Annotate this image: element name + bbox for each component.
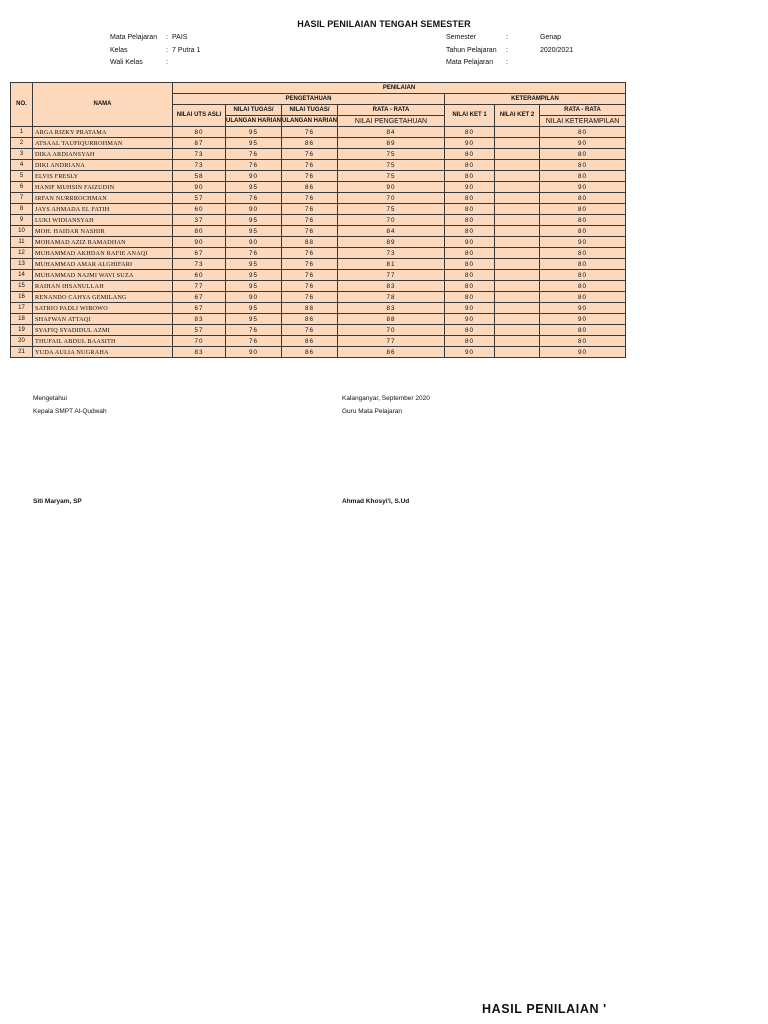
- ket2-score: [495, 182, 540, 193]
- ket2-score: [495, 171, 540, 182]
- rata-pengetahuan: 77: [338, 270, 445, 281]
- row-number: 13: [11, 259, 33, 270]
- tugas2-score: 86: [282, 347, 338, 358]
- footer-title: HASIL PENILAIAN ': [482, 1002, 607, 1016]
- tugas1-score: 95: [226, 314, 282, 325]
- rata-pengetahuan: 78: [338, 292, 445, 303]
- table-row: [11, 314, 626, 325]
- table-row: [11, 237, 626, 248]
- uts-score: 57: [173, 325, 226, 336]
- student-name: JAYS AHMADA EL FATIH: [33, 204, 173, 215]
- uts-score: 67: [173, 292, 226, 303]
- tugas1-score: 90: [226, 347, 282, 358]
- tugas2-score: 86: [282, 336, 338, 347]
- tugas1-score: 76: [226, 325, 282, 336]
- meta-separator: :: [506, 46, 508, 54]
- header-tugas2-bottom: ULANGAN HARIAN: [282, 116, 338, 127]
- header-uts: NILAI UTS ASLI: [173, 105, 226, 127]
- tugas2-score: 76: [282, 325, 338, 336]
- row-number: 12: [11, 248, 33, 259]
- header-rata-keterampilan-bottom: NILAI KETERAMPILAN: [540, 116, 626, 127]
- rata-pengetahuan: 75: [338, 171, 445, 182]
- student-name: YUDA AULIA NUGRAHA: [33, 347, 173, 358]
- ket1-score: 80: [445, 215, 495, 226]
- tugas1-score: 90: [226, 237, 282, 248]
- tugas2-score: 76: [282, 127, 338, 138]
- meta-value: 7 Putra 1: [172, 46, 201, 54]
- rata-pengetahuan: 89: [338, 237, 445, 248]
- table-row: [11, 193, 626, 204]
- ket1-score: 90: [445, 182, 495, 193]
- header-keterampilan: KETERAMPILAN: [445, 94, 626, 105]
- uts-score: 60: [173, 204, 226, 215]
- ket1-score: 80: [445, 325, 495, 336]
- rata-pengetahuan: 75: [338, 160, 445, 171]
- rata-pengetahuan: 75: [338, 149, 445, 160]
- page-title: HASIL PENILAIAN TENGAH SEMESTER: [297, 19, 471, 29]
- meta-label: Tahun Pelajaran: [446, 46, 497, 54]
- tugas1-score: 95: [226, 226, 282, 237]
- header-no: NO.: [11, 83, 33, 127]
- rata-pengetahuan: 81: [338, 259, 445, 270]
- ket2-score: [495, 127, 540, 138]
- row-number: 5: [11, 171, 33, 182]
- student-name: MUHAMMAD AKHDAN RAFIE ANAQI: [33, 248, 173, 259]
- ket1-score: 80: [445, 149, 495, 160]
- ket2-score: [495, 160, 540, 171]
- table-row: [11, 336, 626, 347]
- rata-keterampilan: 80: [540, 149, 626, 160]
- signature-left: [33, 393, 107, 418]
- header-tugas1-top: NILAI TUGAS/: [226, 105, 282, 116]
- ket2-score: [495, 226, 540, 237]
- rata-keterampilan: 90: [540, 237, 626, 248]
- tugas1-score: 76: [226, 193, 282, 204]
- tugas2-score: 86: [282, 314, 338, 325]
- tugas2-score: 88: [282, 237, 338, 248]
- ket2-score: [495, 248, 540, 259]
- tugas1-score: 95: [226, 138, 282, 149]
- rata-pengetahuan: 83: [338, 303, 445, 314]
- header-tugas2-top: NILAI TUGAS/: [282, 105, 338, 116]
- ket2-score: [495, 138, 540, 149]
- ket1-score: 80: [445, 336, 495, 347]
- row-number: 3: [11, 149, 33, 160]
- rata-keterampilan: 80: [540, 160, 626, 171]
- tugas2-score: 76: [282, 193, 338, 204]
- grades-table-body: [11, 127, 626, 358]
- student-name: SHAFWAN ATTAQI: [33, 314, 173, 325]
- row-number: 14: [11, 270, 33, 281]
- tugas1-score: 90: [226, 292, 282, 303]
- rata-keterampilan: 90: [540, 314, 626, 325]
- rata-keterampilan: 80: [540, 259, 626, 270]
- row-number: 2: [11, 138, 33, 149]
- ket1-score: 80: [445, 160, 495, 171]
- row-number: 4: [11, 160, 33, 171]
- student-name: IRFAN NURRROCHMAN: [33, 193, 173, 204]
- ket1-score: 90: [445, 237, 495, 248]
- ket2-score: [495, 303, 540, 314]
- rata-keterampilan: 80: [540, 127, 626, 138]
- row-number: 16: [11, 292, 33, 303]
- row-number: 19: [11, 325, 33, 336]
- student-name: SYAFIQ SYADIDUL AZMI: [33, 325, 173, 336]
- row-number: 18: [11, 314, 33, 325]
- tugas1-score: 95: [226, 270, 282, 281]
- tugas2-score: 76: [282, 248, 338, 259]
- tugas2-score: 76: [282, 292, 338, 303]
- ket1-score: 80: [445, 259, 495, 270]
- signature-left-line1: Mengetahui: [33, 395, 67, 402]
- student-name: RENANDO CAHYA GEMILANG: [33, 292, 173, 303]
- ket1-score: 90: [445, 303, 495, 314]
- ket2-score: [495, 292, 540, 303]
- student-name: THUFAIL ABDUL BAASITH: [33, 336, 173, 347]
- ket1-score: 80: [445, 281, 495, 292]
- ket1-score: 80: [445, 193, 495, 204]
- table-row: [11, 303, 626, 314]
- student-name: LUKI WIDIANSYAH: [33, 215, 173, 226]
- row-number: 21: [11, 347, 33, 358]
- row-number: 8: [11, 204, 33, 215]
- header-rata-pengetahuan-top: RATA - RATA: [338, 105, 445, 116]
- meta-separator: :: [506, 59, 508, 66]
- meta-label: Wali Kelas: [110, 59, 143, 66]
- tugas2-score: 88: [282, 303, 338, 314]
- tugas2-score: 86: [282, 138, 338, 149]
- rata-keterampilan: 90: [540, 182, 626, 193]
- uts-score: 67: [173, 248, 226, 259]
- tugas1-score: 95: [226, 127, 282, 138]
- table-row: [11, 226, 626, 237]
- table-row: [11, 259, 626, 270]
- meta-separator: :: [166, 46, 168, 54]
- rata-pengetahuan: 90: [338, 182, 445, 193]
- uts-score: 80: [173, 226, 226, 237]
- student-name: RAIHAN IHSANULLAH: [33, 281, 173, 292]
- tugas1-score: 90: [226, 171, 282, 182]
- row-number: 10: [11, 226, 33, 237]
- student-name: DIKI ANDRIANA: [33, 160, 173, 171]
- meta-label: Mata Pelajaran: [110, 34, 158, 41]
- table-row: [11, 281, 626, 292]
- meta-value: Genap: [540, 34, 562, 41]
- tugas1-score: 95: [226, 215, 282, 226]
- rata-pengetahuan: 70: [338, 215, 445, 226]
- rata-pengetahuan: 70: [338, 325, 445, 336]
- rata-pengetahuan: 84: [338, 226, 445, 237]
- ket1-score: 80: [445, 204, 495, 215]
- ket2-score: [495, 193, 540, 204]
- tugas2-score: 76: [282, 171, 338, 182]
- meta-separator: :: [506, 34, 508, 41]
- meta-mapel-row: [110, 32, 200, 45]
- signature-right-line1: Kalanganyar, September 2020: [342, 395, 430, 402]
- header-rata-pengetahuan-bottom: NILAI PENGETAHUAN: [338, 116, 445, 127]
- uts-score: 73: [173, 259, 226, 270]
- rata-pengetahuan: 73: [338, 248, 445, 259]
- header-pengetahuan: PENGETAHUAN: [173, 94, 445, 105]
- ket2-score: [495, 149, 540, 160]
- meta-right: [446, 32, 573, 70]
- row-number: 11: [11, 237, 33, 248]
- meta-value: 2020/2021: [540, 46, 574, 54]
- uts-score: 73: [173, 160, 226, 171]
- uts-score: 77: [173, 281, 226, 292]
- ket1-score: 80: [445, 292, 495, 303]
- tugas1-score: 90: [226, 204, 282, 215]
- ket1-score: 80: [445, 127, 495, 138]
- ket2-score: [495, 314, 540, 325]
- ket2-score: [495, 215, 540, 226]
- meta-tahun-row: [446, 45, 573, 58]
- uts-score: 57: [173, 193, 226, 204]
- row-number: 7: [11, 193, 33, 204]
- tugas2-score: 76: [282, 270, 338, 281]
- ket1-score: 80: [445, 270, 495, 281]
- row-number: 17: [11, 303, 33, 314]
- uts-score: 73: [173, 149, 226, 160]
- table-row: [11, 138, 626, 149]
- header-tugas1-bottom: ULANGAN HARIAN: [226, 116, 282, 127]
- tugas2-score: 76: [282, 281, 338, 292]
- rata-keterampilan: 80: [540, 281, 626, 292]
- table-row: [11, 182, 626, 193]
- rata-keterampilan: 80: [540, 336, 626, 347]
- meta-semester-row: [446, 32, 573, 45]
- tugas1-score: 95: [226, 281, 282, 292]
- rata-keterampilan: 80: [540, 171, 626, 182]
- uts-score: 70: [173, 336, 226, 347]
- tugas2-score: 76: [282, 160, 338, 171]
- tugas1-score: 76: [226, 248, 282, 259]
- uts-score: 87: [173, 138, 226, 149]
- ket2-score: [495, 336, 540, 347]
- student-name: SATRIO PADLI WIBOWO: [33, 303, 173, 314]
- student-name: ELVIS FRESLY: [33, 171, 173, 182]
- student-name: ARGA RIZKY PRATAMA: [33, 127, 173, 138]
- ket1-score: 90: [445, 347, 495, 358]
- rata-pengetahuan: 77: [338, 336, 445, 347]
- rata-keterampilan: 80: [540, 270, 626, 281]
- meta-wali-row: [110, 57, 200, 70]
- table-row: [11, 160, 626, 171]
- uts-score: 80: [173, 127, 226, 138]
- student-name: HANIF MUHSIN FAIZUDIN: [33, 182, 173, 193]
- ket1-score: 80: [445, 248, 495, 259]
- rata-keterampilan: 90: [540, 347, 626, 358]
- row-number: 1: [11, 127, 33, 138]
- rata-pengetahuan: 88: [338, 314, 445, 325]
- rata-pengetahuan: 83: [338, 281, 445, 292]
- student-name: ATSAAL TAUFIQURROHMAN: [33, 138, 173, 149]
- table-row: [11, 171, 626, 182]
- signature-left-name: Siti Maryam, SP: [33, 498, 82, 505]
- table-row: [11, 248, 626, 259]
- rata-keterampilan: 80: [540, 193, 626, 204]
- uts-score: 90: [173, 182, 226, 193]
- tugas1-score: 95: [226, 303, 282, 314]
- table-row: [11, 347, 626, 358]
- row-number: 6: [11, 182, 33, 193]
- table-row: [11, 215, 626, 226]
- signature-right-name: Ahmad Khosyi'i, S.Ud: [342, 498, 410, 505]
- tugas2-score: 76: [282, 226, 338, 237]
- table-row: [11, 127, 626, 138]
- tugas2-score: 76: [282, 215, 338, 226]
- ket2-score: [495, 237, 540, 248]
- row-number: 15: [11, 281, 33, 292]
- uts-score: 83: [173, 347, 226, 358]
- rata-keterampilan: 80: [540, 226, 626, 237]
- table-row: [11, 149, 626, 160]
- header-ket2: NILAI KET 2: [495, 105, 540, 127]
- tugas1-score: 76: [226, 160, 282, 171]
- meta-mapel2-row: [446, 57, 573, 70]
- ket1-score: 90: [445, 314, 495, 325]
- tugas2-score: 76: [282, 259, 338, 270]
- tugas1-score: 76: [226, 336, 282, 347]
- uts-score: 67: [173, 303, 226, 314]
- uts-score: 60: [173, 270, 226, 281]
- tugas2-score: 86: [282, 182, 338, 193]
- student-name: MUHAMMAD AMAR ALGHIFARI: [33, 259, 173, 270]
- rata-pengetahuan: 70: [338, 193, 445, 204]
- ket2-score: [495, 281, 540, 292]
- ket1-score: 80: [445, 171, 495, 182]
- uts-score: 37: [173, 215, 226, 226]
- uts-score: 90: [173, 237, 226, 248]
- signature-right-line2: Guru Mata Pelajaran: [342, 407, 402, 415]
- ket2-score: [495, 347, 540, 358]
- rata-pengetahuan: 89: [338, 138, 445, 149]
- tugas2-score: 76: [282, 149, 338, 160]
- ket1-score: 90: [445, 138, 495, 149]
- rata-pengetahuan: 75: [338, 204, 445, 215]
- tugas1-score: 95: [226, 259, 282, 270]
- student-name: MOHAMAD AZIZ RAMADHAN: [33, 237, 173, 248]
- meta-label: Mata Pelajaran: [446, 59, 494, 66]
- uts-score: 58: [173, 171, 226, 182]
- header-rata-keterampilan-top: RATA - RATA: [540, 105, 626, 116]
- row-number: 9: [11, 215, 33, 226]
- meta-value: PAIS: [172, 34, 188, 41]
- meta-separator: :: [166, 59, 168, 66]
- rata-keterampilan: 90: [540, 138, 626, 149]
- tugas1-score: 95: [226, 182, 282, 193]
- rata-keterampilan: 80: [540, 204, 626, 215]
- row-number: 20: [11, 336, 33, 347]
- rata-keterampilan: 80: [540, 248, 626, 259]
- rata-pengetahuan: 84: [338, 127, 445, 138]
- meta-kelas-row: [110, 45, 200, 58]
- uts-score: 83: [173, 314, 226, 325]
- student-name: MOH. HAIDAR NASHIR: [33, 226, 173, 237]
- rata-keterampilan: 80: [540, 325, 626, 336]
- meta-left: [110, 32, 200, 70]
- ket2-score: [495, 325, 540, 336]
- meta-separator: :: [166, 34, 168, 41]
- header-ket1: NILAI KET 1: [445, 105, 495, 127]
- ket2-score: [495, 270, 540, 281]
- meta-label: Kelas: [110, 46, 128, 54]
- table-row: [11, 325, 626, 336]
- table-row: [11, 204, 626, 215]
- tugas2-score: 76: [282, 204, 338, 215]
- header-penilaian: PENILAIAN: [173, 83, 626, 94]
- table-row: [11, 270, 626, 281]
- student-name: DIKA ARDIANSYAH: [33, 149, 173, 160]
- rata-keterampilan: 80: [540, 215, 626, 226]
- grades-table: [10, 82, 626, 358]
- student-name: MUHAMMAD NAJMI WAVI SUZA: [33, 270, 173, 281]
- ket1-score: 80: [445, 226, 495, 237]
- ket2-score: [495, 259, 540, 270]
- rata-keterampilan: 90: [540, 303, 626, 314]
- header-nama: NAMA: [33, 83, 173, 127]
- tugas1-score: 76: [226, 149, 282, 160]
- signature-right: [342, 393, 430, 418]
- rata-keterampilan: 80: [540, 292, 626, 303]
- table-row: [11, 292, 626, 303]
- rata-pengetahuan: 86: [338, 347, 445, 358]
- meta-label: Semester: [446, 34, 476, 41]
- signature-left-line2: Kepala SMPT Al-Qudwah: [33, 407, 107, 415]
- ket2-score: [495, 204, 540, 215]
